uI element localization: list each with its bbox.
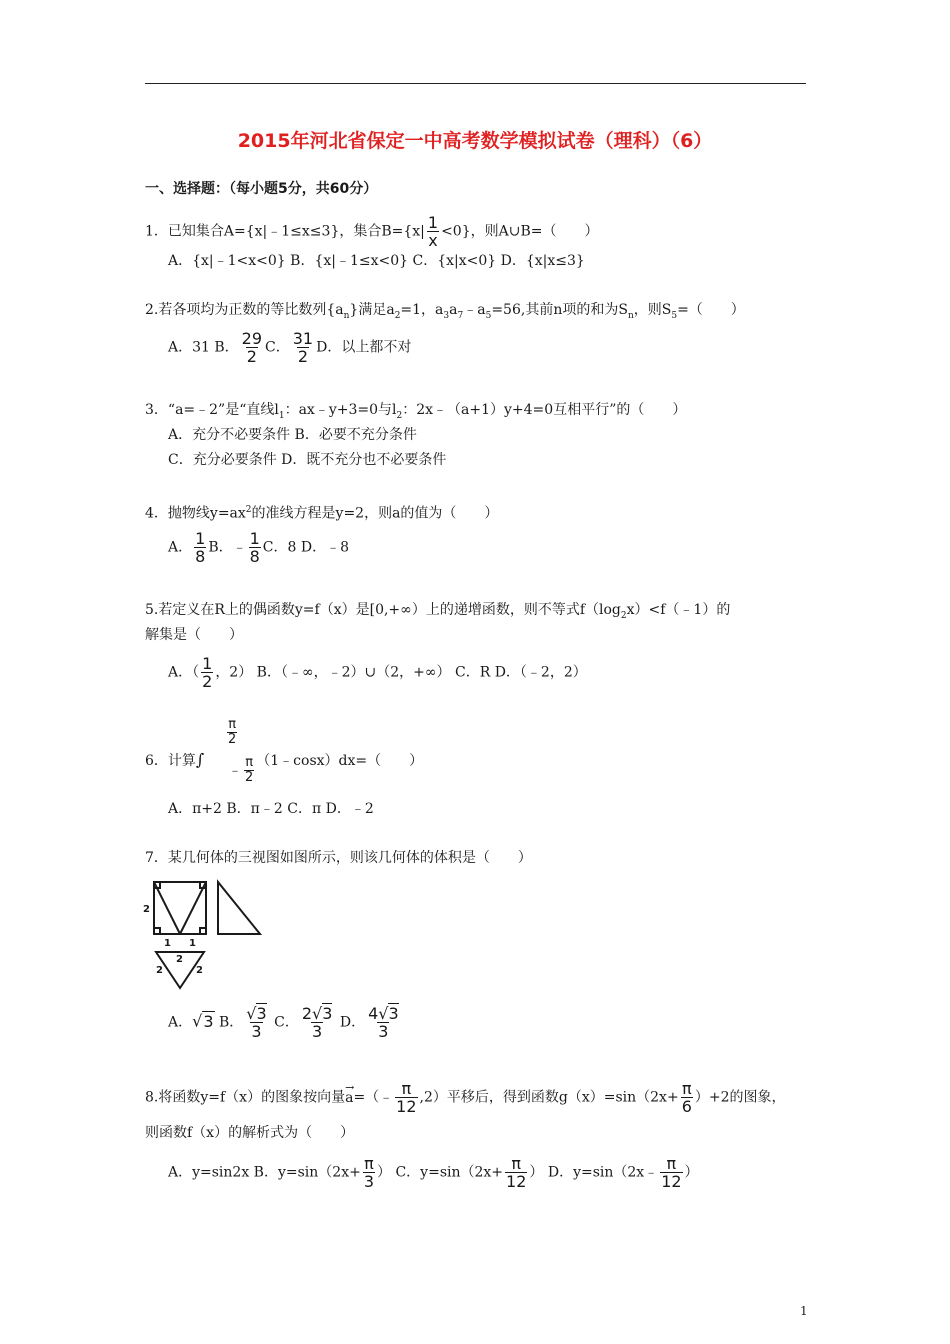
q4-frac-b <box>249 530 261 565</box>
q1-stem-a: 1．已知集合A={x|﹣1≤x≤3}，集合B={x| <box>145 223 425 240</box>
q5-frac-den: 2 <box>202 672 213 691</box>
right-angle-mark <box>200 928 206 934</box>
q8-fracd-num: π <box>666 1154 677 1173</box>
q7-opt-d: D． <box>339 1014 366 1031</box>
q2-stem-d: a <box>449 302 458 318</box>
front-view-line <box>154 882 180 934</box>
q3-stem-c: ：2x﹣（a+1）y+4=0互相平行”的（ ） <box>402 402 687 418</box>
q8-fracb-den: 3 <box>363 1172 375 1191</box>
three-view-figure <box>140 876 270 994</box>
vector-arrow-icon: → <box>345 1080 355 1094</box>
q8-stem-c: ,2）平移后，得到函数g（x）=sin（2x+ <box>419 1089 679 1106</box>
q5-frac-num: 1 <box>202 654 213 673</box>
q2-frac-c <box>292 330 314 365</box>
section-heading: 一、选择题：（每小题5分，共60分） <box>145 181 378 197</box>
q5-opt-rest: ，2） B．（﹣∞，﹣2）∪（2，+∞） C．R D．（﹣2，2） <box>215 664 587 681</box>
q2-sub: 5 <box>485 310 492 321</box>
question-3-options-2: C．充分必要条件 D．既不充分也不必要条件 <box>168 452 447 468</box>
q7-fracd-num: 4√3 <box>368 1004 399 1023</box>
q3-stem-b: ：ax﹣y+3=0与l <box>284 402 397 418</box>
q8-opt-c: ） C．y=sin（2x+ <box>377 1164 504 1181</box>
q4-sup: 2 <box>245 505 252 515</box>
q8-frac2-den: 6 <box>681 1097 692 1116</box>
question-2-stem <box>145 300 745 326</box>
front-view-line <box>180 882 206 934</box>
q8-frac-b <box>363 1155 375 1190</box>
q7-frac-c <box>301 1005 334 1040</box>
question-3-stem <box>145 400 686 426</box>
q6-lower-num: π <box>245 755 254 770</box>
q6-stem-a: 6．计算 <box>145 753 196 769</box>
q8-frac-2 <box>681 1080 693 1115</box>
q6-lower-den: 2 <box>245 770 254 785</box>
q4-opt-b: B．﹣ <box>208 539 247 556</box>
question-8-options <box>168 1155 699 1190</box>
q7-fracc-num: 2√3 <box>301 1004 333 1023</box>
q5-line1-a: 5.若定义在R上的偶函数y=f（x）是[0,+∞）上的递增函数，则不等式f（log <box>145 602 621 618</box>
question-2-options <box>168 330 411 365</box>
q8-stem-b: =（﹣ <box>353 1089 394 1106</box>
q6-upper-den: 2 <box>228 732 237 747</box>
q6-upper-limit <box>225 718 239 747</box>
q7-rad: 3 <box>388 1004 399 1023</box>
side-view-triangle <box>218 882 260 934</box>
q2-fracc-den: 2 <box>297 347 309 366</box>
q2-stem-e: ﹣a <box>463 302 486 318</box>
q8-frac-d <box>660 1155 682 1190</box>
q8-frac2-num: π <box>681 1079 692 1098</box>
q7-frac-b <box>245 1005 267 1040</box>
q2-opt-d: D．以上都不对 <box>316 339 412 356</box>
question-8-stem-1 <box>145 1080 786 1115</box>
page-number: 1 <box>800 1304 808 1318</box>
fig-label: 1 <box>189 938 196 949</box>
q8-frac-1 <box>395 1080 417 1115</box>
q8-fracc-num: π <box>511 1154 522 1173</box>
front-view-square <box>154 882 206 934</box>
q3-stem-a: 3．“a=﹣2”是“直线l <box>145 402 279 418</box>
question-4-stem <box>145 500 498 524</box>
q4-fraca-den: 8 <box>195 547 206 566</box>
q8-opt-d: ） D．y=sin（2x﹣ <box>529 1164 659 1181</box>
q3-sub: 1 <box>278 410 285 421</box>
q8-opt-a: A．y=sin2x B．y=sin（2x+ <box>168 1164 361 1181</box>
q8-vec: a <box>345 1089 354 1106</box>
q4-fraca-num: 1 <box>195 529 206 548</box>
q6-upper-num: π <box>228 717 237 732</box>
q2-stem-a: 2.若各项均为正数的等比数列{a <box>145 302 344 318</box>
q2-opt-a: A．31 B． <box>168 339 239 356</box>
q2-stem-h: =（ ） <box>677 302 745 318</box>
q8-stem-a: 8.将函数y=f（x）的图象按向量 <box>145 1089 346 1106</box>
q2-sub: 7 <box>457 310 464 321</box>
fig-label: 2 <box>156 965 163 976</box>
q5-line1-b: x）<f（﹣1）的 <box>626 602 731 618</box>
q2-sub: n <box>343 310 350 321</box>
question-4-options <box>168 530 349 565</box>
q2-sub: 2 <box>394 310 401 321</box>
q7-rad: 3 <box>203 1011 214 1031</box>
q2-stem-g: ，则S <box>633 302 672 318</box>
question-5-stem-1 <box>145 600 730 626</box>
integral-sign: ∫ <box>195 750 205 769</box>
question-1-options: A．{x|﹣1<x<0} B．{x|﹣1≤x<0} C．{x|x<0} D．{x|x≤3} <box>168 253 585 269</box>
question-5-options <box>168 655 587 690</box>
question-6-stem <box>145 750 423 771</box>
q2-sub: n <box>627 310 634 321</box>
q3-sub: 2 <box>396 410 403 421</box>
q1-fraction <box>427 214 439 249</box>
q4-stem-b: 的准线方程是y=2，则a的值为（ ） <box>251 505 499 522</box>
q2-stem-b: }满足a <box>349 302 395 318</box>
q4-opt-a: A． <box>168 539 193 556</box>
q7-rad: 3 <box>322 1004 333 1023</box>
question-7-options <box>168 1005 402 1040</box>
q4-fracb-num: 1 <box>249 529 260 548</box>
q4-frac-a <box>194 530 206 565</box>
q7-opt-c: C． <box>274 1014 299 1031</box>
q8-fracb-num: π <box>364 1154 374 1173</box>
q7-coef: 2 <box>301 1004 313 1023</box>
right-angle-mark <box>200 882 206 888</box>
q2-fracc-num: 31 <box>292 329 314 348</box>
q4-stem-a: 4．抛物线y=ax <box>145 505 246 522</box>
q8-opt-end: ） <box>684 1164 699 1181</box>
q8-fracd-den: 12 <box>661 1172 682 1191</box>
question-6-options: A．π+2 B．π﹣2 C．π D．﹣2 <box>168 801 374 817</box>
q6-lower-sign: ﹣ <box>228 762 242 779</box>
q2-opt-c: C． <box>265 339 290 356</box>
q6-lower-frac <box>244 756 254 785</box>
q7-frac-d <box>367 1005 400 1040</box>
question-3-options-1: A．充分不必要条件 B．必要不充分条件 <box>168 427 417 443</box>
fig-label: 1 <box>164 938 171 949</box>
vector-a <box>345 1080 355 1108</box>
q7-fracc-den: 3 <box>312 1022 323 1041</box>
q6-upper-frac <box>227 718 237 747</box>
q4-opt-c: C．8 D．﹣8 <box>262 539 349 556</box>
q7-fracb-num: √3 <box>246 1004 267 1023</box>
q5-sub: 2 <box>620 610 627 621</box>
fig-label: 2 <box>143 904 150 915</box>
q8-frac1-num: π <box>401 1079 412 1098</box>
q2-fracb-num: 29 <box>241 329 263 348</box>
q8-frac-c <box>505 1155 527 1190</box>
page-title: 2015年河北省保定一中高考数学模拟试卷（理科）（6） <box>237 130 713 152</box>
question-7-stem: 7．某几何体的三视图如图所示，则该几何体的体积是（ ） <box>145 850 532 866</box>
fig-label: 2 <box>196 965 203 976</box>
q2-frac-b <box>241 330 263 365</box>
q2-fracb-den: 2 <box>246 347 257 366</box>
right-angle-mark <box>154 928 160 934</box>
q2-sub: 3 <box>443 310 450 321</box>
fig-label: 2 <box>176 954 183 965</box>
q1-frac-den: x <box>428 231 438 250</box>
q8-fracc-den: 12 <box>506 1172 527 1191</box>
q6-lower-limit <box>228 756 256 785</box>
q5-opt-a: A．（ <box>168 664 200 681</box>
q2-stem-c: =1，a <box>400 302 444 318</box>
q7-fracd-den: 3 <box>378 1022 389 1041</box>
question-8-stem-2: 则函数f（x）的解析式为（ ） <box>145 1125 355 1141</box>
q2-sub: 5 <box>671 310 678 321</box>
q8-stem-d: ）+2的图象， <box>694 1089 786 1106</box>
q7-coef: 4 <box>368 1004 379 1023</box>
q8-frac1-den: 12 <box>396 1097 417 1116</box>
q7-fracb-den: 3 <box>251 1022 262 1041</box>
q1-frac-num: 1 <box>427 213 439 232</box>
question-1-stem <box>145 214 598 249</box>
q7-opt-b: B． <box>218 1014 244 1031</box>
question-5-stem-2: 解集是（ ） <box>145 627 243 643</box>
q4-fracb-den: 8 <box>249 547 260 566</box>
right-angle-mark <box>154 882 160 888</box>
q2-stem-f: =56,其前n项的和为S <box>491 302 628 318</box>
top-rule <box>145 83 806 84</box>
q7-rad: 3 <box>256 1004 267 1023</box>
q1-stem-b: <0}，则A∪B=（ ） <box>441 223 599 240</box>
q5-frac <box>201 655 213 690</box>
q6-stem-b: （1﹣cosx）dx=（ ） <box>256 753 424 769</box>
q7-sqrt-a: √3 <box>192 1011 214 1031</box>
q7-opt-a: A． <box>168 1014 193 1031</box>
